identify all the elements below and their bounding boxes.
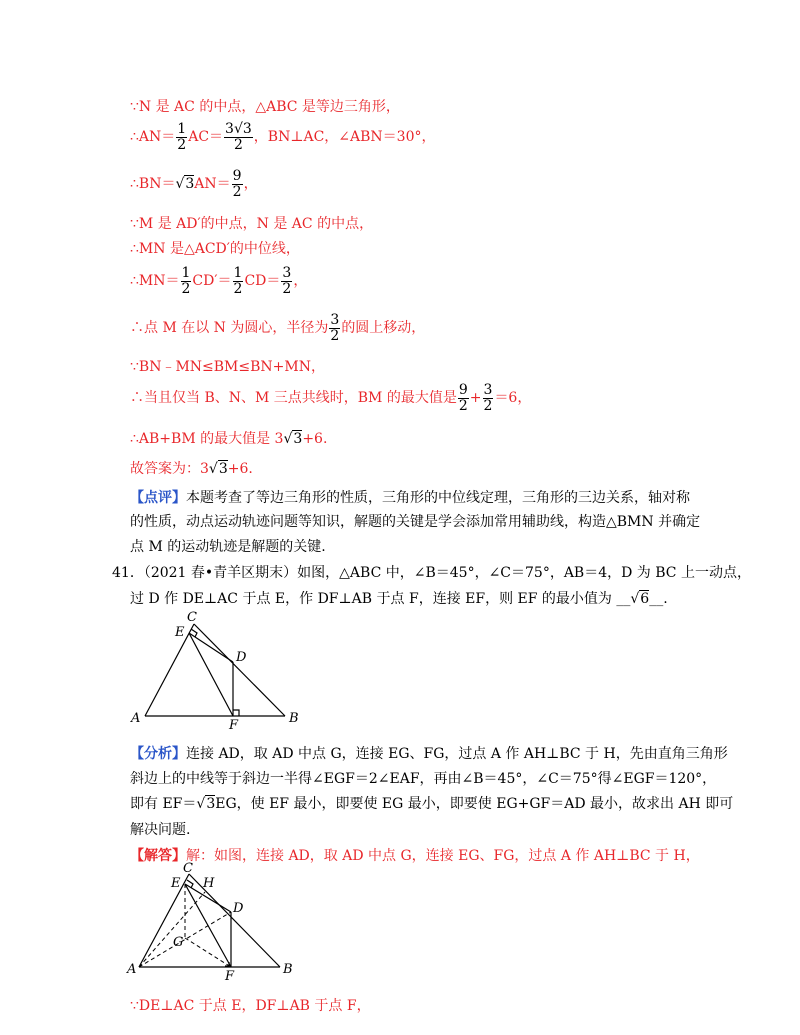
analysis-line-2 <box>130 768 716 788</box>
radicand: 6 <box>640 591 650 607</box>
answer-blank: __. <box>649 591 668 607</box>
text: CD′＝ <box>192 273 232 290</box>
label-f: F <box>229 718 239 733</box>
solution-line-8 <box>130 356 325 376</box>
analysis-line-4 <box>130 819 190 839</box>
solution-line-5 <box>130 238 300 258</box>
text: ＝6， <box>494 390 532 407</box>
denominator: 2 <box>177 136 187 153</box>
solution-line-2 <box>130 122 436 152</box>
text: CD＝ <box>244 273 281 290</box>
numerator: 9 <box>458 382 468 398</box>
answer-tag: 【解答】 <box>130 848 186 864</box>
segment-ac <box>145 624 194 716</box>
text: ∴MN＝ <box>130 273 180 290</box>
radicand: 3 <box>218 461 228 477</box>
label-g: G <box>173 935 184 950</box>
solution-line-10 <box>130 428 327 448</box>
label-e: E <box>175 625 185 640</box>
fraction <box>483 383 494 413</box>
text: 故答案为：3 <box>130 461 209 477</box>
sqrt: √3 <box>175 176 195 193</box>
text: ∵N 是 AC 的中点，△ABC 是等边三角形， <box>130 99 400 115</box>
denominator: 2 <box>483 397 493 414</box>
segment-cb <box>194 624 285 716</box>
text: 的圆上移动， <box>341 320 426 337</box>
text: ， <box>293 273 308 290</box>
figure-2 <box>125 862 315 987</box>
text: 本题考查了等边三角形的性质，三角形的中位线定理，三角形的三边关系，轴对称 <box>186 490 690 506</box>
comment-line-3 <box>130 536 326 556</box>
segment-ef <box>189 633 233 716</box>
text: 41．（2021 春•青羊区期末）如图，△ABC 中，∠B＝45°，∠C＝75°，AB＝4，D 为 BC 上一动点， <box>112 565 751 581</box>
text: + <box>469 390 482 407</box>
numerator: 3 <box>282 265 292 281</box>
text: 连接 AD，取 AD 中点 G，连接 EG、FG，过点 A 作 AH⊥BC 于 H，先由直角三角形 <box>186 746 728 762</box>
numerator: 3√3 <box>225 121 252 137</box>
label-e: E <box>171 876 181 891</box>
sqrt: √3 <box>196 796 216 812</box>
text: 解：如图，连接 AD，取 AD 中点 G，连接 EG、FG，过点 A 作 AH⊥BC 于 H， <box>186 848 700 864</box>
numerator: 1 <box>177 121 187 137</box>
solution-line-6 <box>130 266 307 296</box>
figure-1 <box>125 608 315 733</box>
label-a: A <box>131 711 141 726</box>
fraction <box>232 169 243 199</box>
label-d: D <box>236 650 247 665</box>
radicand: 3 <box>206 796 216 812</box>
denominator: 2 <box>233 280 243 297</box>
text: 的性质，动点运动轨迹问题等知识，解题的关键是学会添加常用辅助线，构造△BMN 并确定 <box>130 514 701 530</box>
text: ∴AB+BM 的最大值是 3 <box>130 431 284 447</box>
segment-ah <box>139 892 205 967</box>
sqrt: √3 <box>283 431 303 447</box>
analysis-tag: 【分析】 <box>130 746 186 762</box>
text: 过 D 作 DE⊥AC 于点 E，作 DF⊥AB 于点 F，连接 EF，则 EF 的最小值为 <box>130 591 617 607</box>
text: +6. <box>302 431 328 447</box>
label-b: B <box>289 711 299 726</box>
label-c: C <box>183 862 193 876</box>
text: ，BN⊥AC，∠ABN＝30°， <box>253 129 436 146</box>
sqrt: √3 <box>208 461 228 477</box>
numerator: 1 <box>181 265 191 281</box>
text: AN＝ <box>194 176 231 193</box>
answer-line-2 <box>130 995 371 1015</box>
text: +6. <box>227 461 253 477</box>
analysis-line-1 <box>130 743 728 763</box>
label-a: A <box>127 962 137 977</box>
segment-gf <box>185 938 231 967</box>
text: ∴当且仅当 B、N、M 三点共线时，BM 的最大值是 <box>130 390 457 407</box>
radicand: 3 <box>185 176 195 193</box>
fraction <box>458 383 469 413</box>
comment-line-1 <box>130 487 690 507</box>
text: AC＝ <box>188 129 224 146</box>
solution-line-3 <box>130 169 258 199</box>
text: ∴点 M 在以 N 为圆心，半径为 <box>130 320 329 337</box>
label-h: H <box>203 876 215 891</box>
question-41-line-1 <box>112 562 751 582</box>
label-c: C <box>187 610 197 625</box>
fraction <box>329 313 340 343</box>
solution-line-11 <box>130 458 253 478</box>
numerator: 1 <box>233 265 243 281</box>
fraction <box>233 266 244 296</box>
denominator: 2 <box>224 137 253 153</box>
question-41-line-2 <box>130 588 668 608</box>
numerator: 3 <box>330 312 340 328</box>
answer-blank: __ <box>616 591 631 607</box>
segment-ed <box>189 633 233 662</box>
text: ∵BN﹣MN≤BM≤BN+MN， <box>130 359 325 375</box>
denominator: 2 <box>282 280 292 297</box>
text: EG，使 EF 最小，即要使 EG 最小，即要使 EG+GF＝AD 最小，故求出 AH 即可 <box>215 796 734 812</box>
analysis-line-3 <box>130 793 733 813</box>
solution-line-1 <box>130 96 400 116</box>
label-f: F <box>225 969 235 984</box>
comment-tag: 【点评】 <box>130 490 186 506</box>
text: ∴AN＝ <box>130 129 176 146</box>
answer-sqrt: √6 <box>630 591 650 607</box>
label-d: D <box>233 901 244 916</box>
label-b: B <box>283 962 293 977</box>
solution-line-9 <box>130 383 531 413</box>
text: ∴MN 是△ACD′的中位线， <box>130 241 300 257</box>
segment-ac <box>139 874 189 967</box>
fraction <box>224 122 253 152</box>
solution-line-4 <box>130 213 373 233</box>
denominator: 2 <box>181 280 191 297</box>
text: 即有 EF＝ <box>130 796 197 812</box>
denominator: 2 <box>458 397 468 414</box>
fraction <box>181 266 192 296</box>
solution-line-7 <box>130 313 425 343</box>
denominator: 2 <box>330 327 340 344</box>
right-angle-f <box>233 710 239 716</box>
text: ∴BN＝ <box>130 176 176 193</box>
comment-line-2 <box>130 511 700 531</box>
text: ∵M 是 AD′的中点，N 是 AC 的中点， <box>130 216 374 232</box>
fraction <box>176 122 187 152</box>
text: ， <box>243 176 258 193</box>
fraction <box>281 266 292 296</box>
text: 解决问题. <box>130 822 191 838</box>
text: 点 M 的运动轨迹是解题的关键. <box>130 539 326 555</box>
numerator: 9 <box>232 168 242 184</box>
radicand: 3 <box>293 431 303 447</box>
text: ∵DE⊥AC 于点 E，DF⊥AB 于点 F， <box>130 998 371 1014</box>
denominator: 2 <box>232 183 242 200</box>
text: 斜边上的中线等于斜边一半得∠EGF＝2∠EAF，再由∠B＝45°，∠C＝75°得∠EGF＝120°， <box>130 771 717 787</box>
numerator: 3 <box>483 382 493 398</box>
